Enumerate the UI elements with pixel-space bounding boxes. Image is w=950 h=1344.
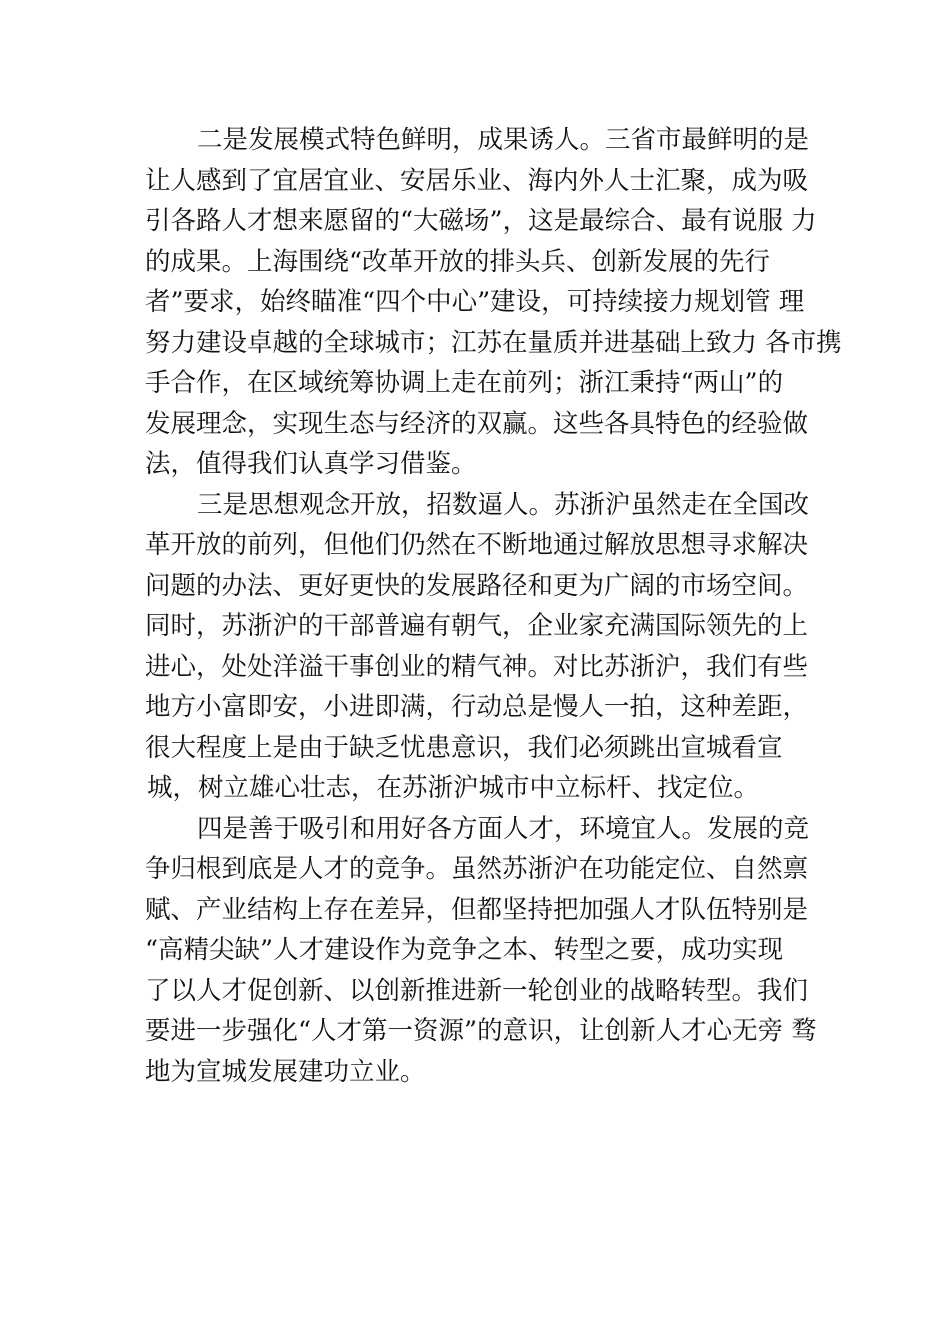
text-line: 发展理念，实现生态与经济的双赢。这些各具特色的经验做	[145, 408, 809, 439]
text-line: 四是善于吸引和用好各方面人才，环境宜人。发展的竞	[197, 813, 810, 844]
text-line: 革开放的前列，但他们仍然在不断地通过解放思想寻求解决	[145, 530, 809, 560]
text-line: 同时，苏浙沪的干部普遍有朝气，企业家充满国际领先的上	[145, 611, 809, 641]
text-line: 引各路人才想来愿留的“大磁场”，这是最综合、最有说服 力	[145, 206, 817, 236]
paragraph-talent	[145, 809, 815, 1093]
text-line: 地方小富即安，小进即满，行动总是慢人一拍，这种差距，	[145, 692, 809, 722]
text-line: 赋、产业结构上存在差异，但都坚持把加强人才队伍特别是	[145, 894, 809, 925]
text-line: 城，树立雄心壮志，在苏浙沪城市中立标杆、找定位。	[147, 773, 760, 803]
text-line: 争归根到底是人才的竞争。虽然苏浙沪在功能定位、自然禀	[145, 854, 809, 884]
paragraph-open-mindset	[145, 485, 815, 809]
text-line: 法，值得我们认真学习借鉴。	[145, 449, 477, 479]
document-body	[145, 120, 842, 1092]
text-line: 二是发展模式特色鲜明，成果诱人。三省市最鲜明的是	[197, 125, 810, 155]
text-line: 手合作，在区域统筹协调上走在前列；浙江秉持“两山”的	[145, 368, 784, 398]
paragraph-development-model	[145, 120, 842, 485]
text-line: 地为宣城发展建功立业。	[145, 1056, 426, 1087]
text-line: 让人感到了宜居宜业、安居乐业、海内外人士汇聚，成为吸	[145, 165, 809, 196]
text-line: 的成果。上海围绕“改革开放的排头兵、创新发展的先行	[145, 246, 771, 277]
text-line: “高精尖缺”人才建设作为竞争之本、转型之要，成功实现	[145, 935, 784, 965]
text-line: 问题的办法、更好更快的发展路径和更为广阔的市场空间。	[145, 570, 809, 601]
text-line: 很大程度上是由于缺乏忧患意识，我们必须跳出宣城看宣	[145, 732, 783, 763]
text-line: 三是思想观念开放，招数逼人。苏浙沪虽然走在全国改	[197, 489, 810, 520]
text-line: 者”要求，始终瞄准“四个中心”建设，可持续接力规划管 理	[145, 287, 805, 317]
text-line: 努力建设卓越的全球城市；江苏在量质并进基础上致力 各市携	[145, 327, 842, 358]
text-line: 了以人才促创新、以创新推进新一轮创业的战略转型。我们	[145, 975, 809, 1006]
text-line: 进心，处处洋溢干事创业的精气神。对比苏浙沪，我们有些	[145, 651, 809, 682]
text-line: 要进一步强化“人才第一资源”的意识，让创新人才心无旁 骛	[145, 1016, 817, 1046]
